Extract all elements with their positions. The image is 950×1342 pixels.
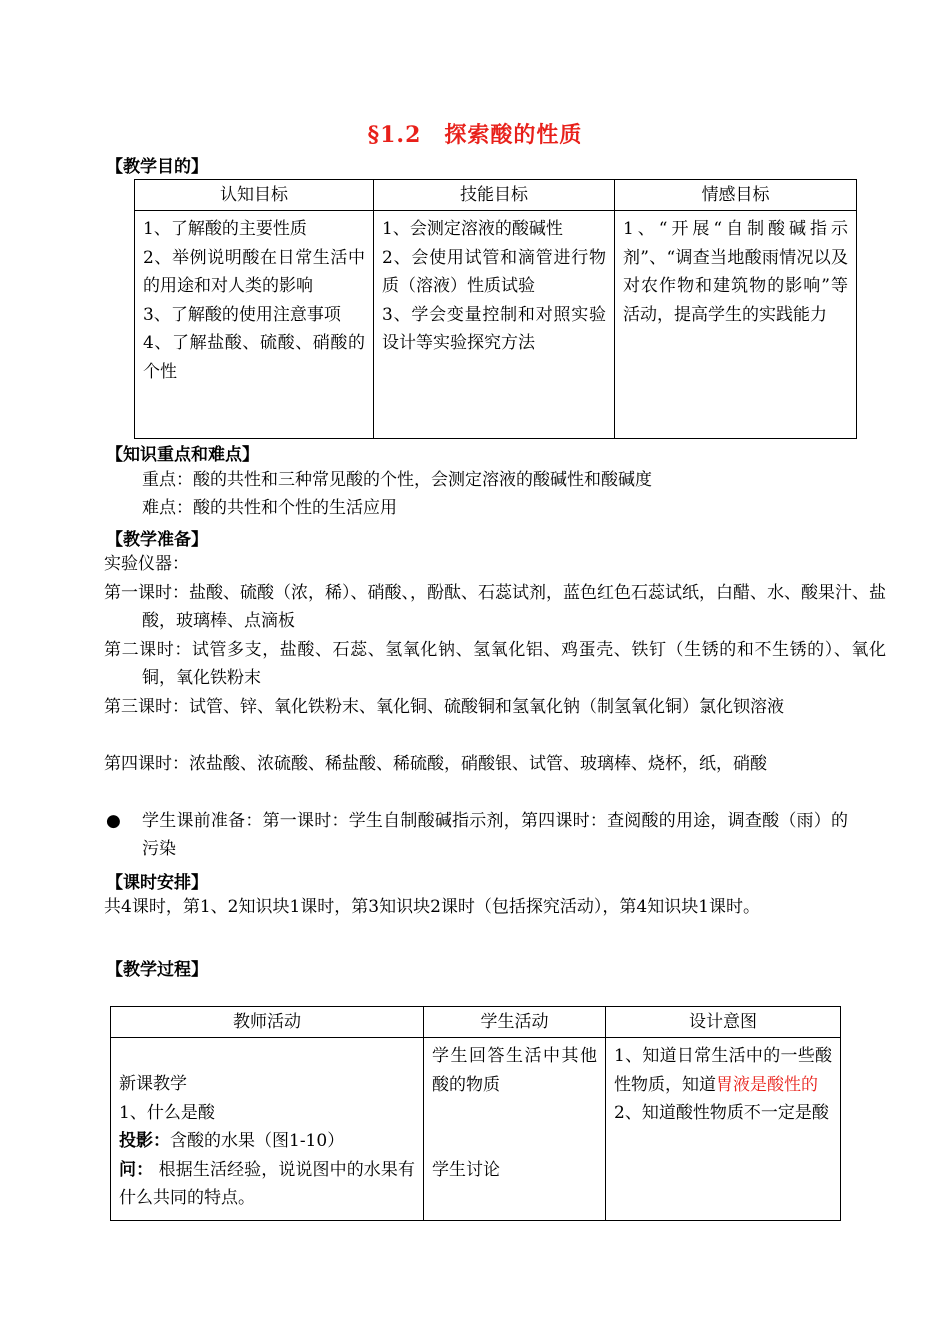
process-heading: 【教学过程】 xyxy=(106,960,208,980)
focus-text: 重点：酸的共性和三种常见酸的个性，会测定溶液的酸碱性和酸碱度 xyxy=(142,470,652,490)
student-preparation: 学生课前准备：第一课时：学生自制酸碱指示剂，第四课时：查阅酸的用途，调查酸（雨）的污染 xyxy=(142,811,848,859)
objectives-table xyxy=(134,179,857,439)
header-design: 设计意图 xyxy=(606,1007,841,1038)
cognitive-goal: 3、了解酸的使用注意事项 xyxy=(143,304,341,325)
preparation-heading: 【教学准备】 xyxy=(106,530,208,550)
process-table xyxy=(110,1006,841,1221)
objectives-heading: 【教学目的】 xyxy=(106,157,208,177)
schedule-text: 共4课时，第1、2知识块1课时，第3知识块2课时（包括探究活动），第4知识块1课时。 xyxy=(104,897,761,917)
design-intent xyxy=(606,1038,841,1221)
design-item-1-text: 1、知道日常生活中的一些酸性物质，知道 xyxy=(614,1046,832,1095)
lesson-1-materials: 第一课时：盐酸、硫酸（浓，稀）、硝酸、，酚酞、石蕊试剂，蓝色红色石蕊试纸，白醋、水、酸果汁、盐酸，玻璃棒、点滴板 xyxy=(104,583,886,631)
design-item-2: 2、知道酸性物质不一定是酸 xyxy=(614,1103,829,1123)
header-skills: 技能目标 xyxy=(374,180,615,211)
gastric-acid-highlight: 胃液是酸性的 xyxy=(716,1074,818,1095)
student-answer: 学生回答生活中其他酸的物质 xyxy=(432,1046,597,1095)
skill-goal: 1、会测定溶液的酸碱性 xyxy=(382,219,563,239)
skill-goals xyxy=(374,211,615,439)
lesson-2-materials: 第二课时：试管多支，盐酸、石蕊、氢氧化钠、氢氧化铝、鸡蛋壳、铁钉（生锈的和不生锈的）、氧化铜，氧化铁粉末 xyxy=(104,640,886,688)
skill-goal: 3、学会变量控制和对照实验设计等实验探究方法 xyxy=(382,304,606,353)
question-line xyxy=(119,1156,415,1213)
cognitive-goals xyxy=(135,211,374,439)
header-emotional: 情感目标 xyxy=(615,180,857,211)
header-teacher: 教师活动 xyxy=(111,1007,424,1038)
instruments-label: 实验仪器： xyxy=(104,554,189,574)
lesson-3-materials: 第三课时：试管、锌、氧化铁粉末、氧化铜、硫酸铜和氢氧化钠（制氢氧化铜）氯化钡溶液 xyxy=(104,697,784,717)
cognitive-goal: 2、举例说明酸在日常生活中的用途和对人类的影响 xyxy=(143,247,365,296)
question-label: 问： xyxy=(119,1159,154,1180)
question-text: 根据生活经验，说说图中的水果有什么共同的特点。 xyxy=(119,1159,415,1208)
student-activity xyxy=(424,1038,606,1221)
skill-goal: 2、会使用试管和滴管进行物质（溶液）性质试验 xyxy=(382,247,606,296)
lesson-4-materials: 第四课时：浓盐酸、浓硫酸、稀盐酸、稀硫酸，硝酸银、试管、玻璃棒、烧杯，纸，硝酸 xyxy=(104,754,767,774)
design-item-1 xyxy=(614,1042,832,1099)
projection-text: 含酸的水果（图1-10） xyxy=(170,1131,345,1151)
schedule-heading: 【课时安排】 xyxy=(106,873,208,893)
header-student: 学生活动 xyxy=(424,1007,606,1038)
projection-line xyxy=(119,1127,415,1156)
student-discuss: 学生讨论 xyxy=(432,1160,500,1180)
cognitive-goal: 4、了解盐酸、硫酸、硝酸的个性 xyxy=(143,333,365,382)
header-cognitive: 认知目标 xyxy=(135,180,374,211)
difficulty-text: 难点：酸的共性和个性的生活应用 xyxy=(142,498,397,518)
teacher-activity xyxy=(111,1038,424,1221)
projection-label: 投影： xyxy=(119,1131,170,1151)
what-is-acid: 1、什么是酸 xyxy=(119,1102,215,1123)
emotional-goal: 1、“开展“自制酸碱指示剂”、“调查当地酸雨情况以及对农作物和建筑物的影响”等活动，提高学生的实践能力 xyxy=(623,219,848,325)
page-title: §1.2 探索酸的性质 xyxy=(367,122,583,148)
key-points-heading: 【知识重点和难点】 xyxy=(106,445,259,465)
cognitive-goal: 1、了解酸的主要性质 xyxy=(143,219,307,239)
new-lesson-label: 新课教学 xyxy=(119,1074,187,1094)
emotional-goals xyxy=(615,211,857,439)
bullet-icon: ● xyxy=(106,811,121,831)
